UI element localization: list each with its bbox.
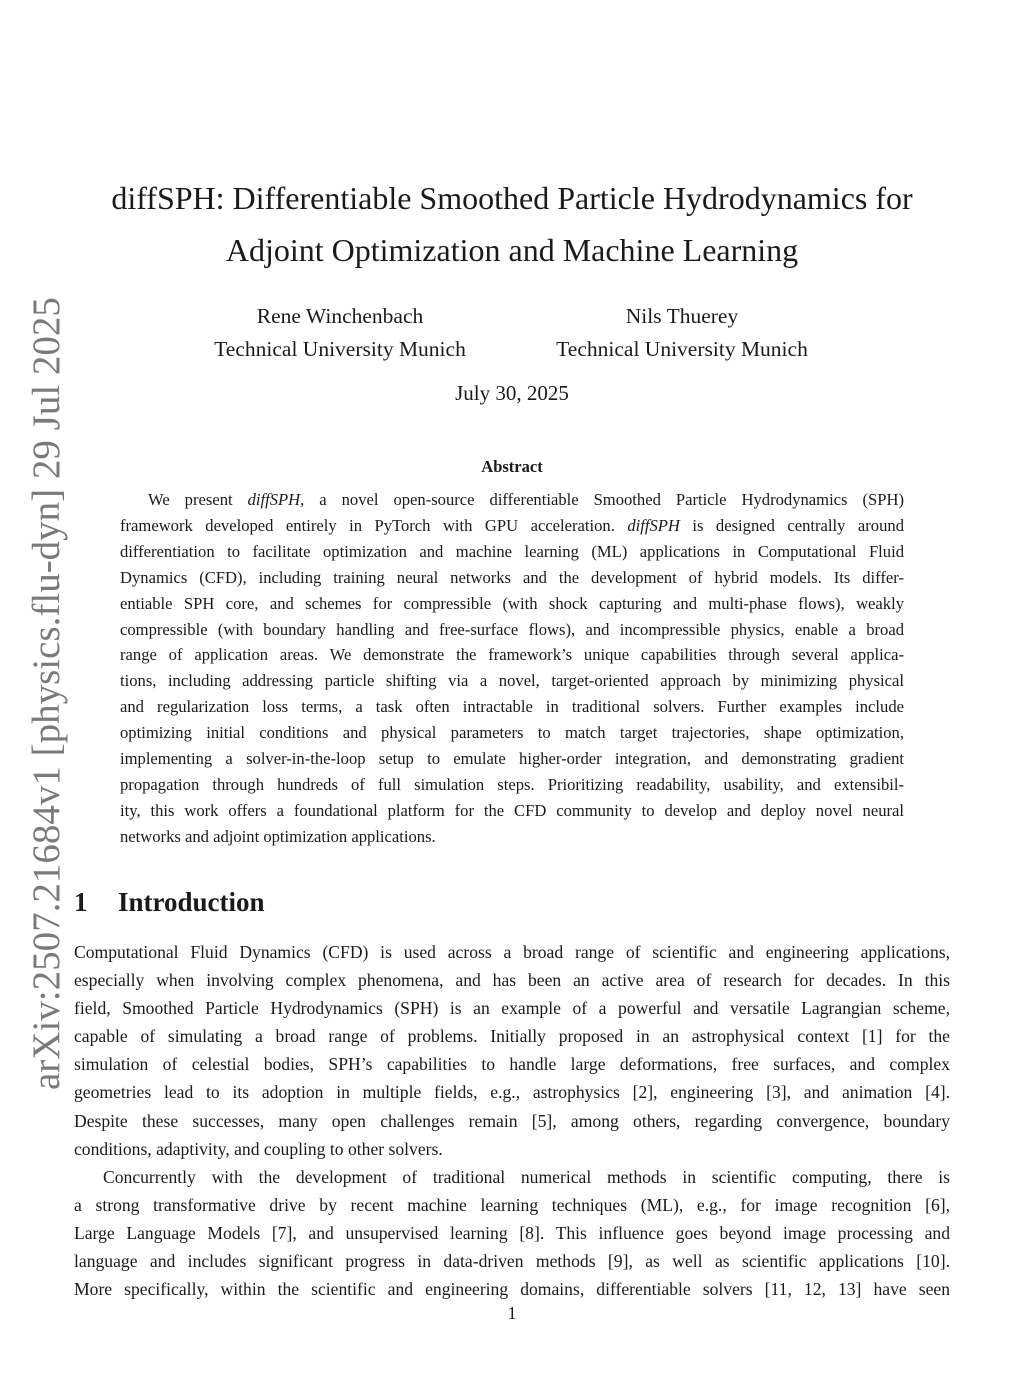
paragraph-line: More specifically, within the scientific and engineering domains, differentiable solvers [11, 12, 13] have seen [74,1279,950,1300]
paragraph-line: Despite these successes, many open challenges remain [5], among others, regarding convergence, boundary [74,1110,950,1131]
author-block-2 [522,300,842,366]
paragraph-line: Computational Fluid Dynamics (CFD) is used across a broad range of scientific and engineering applications, [74,942,950,962]
paragraph-line: capable of simulating a broad range of problems. Initially proposed in an astrophysical context [1] for the [74,1026,950,1047]
paragraph-line: language and includes significant progress in data-driven methods [9], as well as scientific applications [10]. [74,1251,950,1272]
author-affiliation: Technical University Munich [214,337,466,361]
paragraph-line: field, Smoothed Particle Hydrodynamics (SPH) is an example of a powerful and versatile Lagrangian scheme, [74,998,950,1019]
paragraph-line: geometries lead to its adoption in multiple fields, e.g., astrophysics [2], engineering [3], and animation [4]. [74,1082,950,1103]
paper-title-line-1: diffSPH: Differentiable Smoothed Particle Hydrodynamics for [111,180,913,216]
abstract-line: optimizing initial conditions and physical parameters to match target trajectories, shape optimization, [120,723,904,743]
abstract-line: and regularization loss terms, a task often intractable in traditional solvers. Further examples include [120,697,904,717]
abstract-line: framework developed entirely in PyTorch with GPU acceleration. diffSPH is designed centrally around [120,515,904,535]
abstract-line: tions, including addressing particle shifting via a novel, target-oriented approach by minimizing physical [120,671,904,691]
abstract-line: ity, this work offers a foundational platform for the CFD community to develop and deploy novel neural [120,800,904,820]
abstract-line: entiable SPH core, and schemes for compressible (with shock capturing and multi-phase flows), weakly [120,593,904,613]
introduction-paragraph-1 [74,938,950,1163]
author-affiliation: Technical University Munich [556,337,808,361]
abstract-line: We present diffSPH, a novel open-source differentiable Smoothed Particle Hydrodynamics (SPH) [148,490,904,509]
abstract-body [120,487,904,850]
abstract-heading: Abstract [481,457,543,476]
author-name: Rene Winchenbach [256,304,424,328]
paragraph-line: simulation of celestial bodies, SPH’s capabilities to handle large deformations, free surfaces, and complex [74,1054,950,1075]
arxiv-identifier-stamp: arXiv:2507.21684v1 [physics.flu-dyn] 29 Jul 2025 [25,297,68,1090]
author-block-1 [180,300,500,366]
abstract-line: compressible (with boundary handling and free-surface flows), and incompressible physics, enable a broad [120,619,904,639]
abstract-line: range of application areas. We demonstrate the framework’s unique capabilities through several applica- [120,645,904,665]
paragraph-line: Large Language Models [7], and unsupervised learning [8]. This influence goes beyond image processing and [74,1223,950,1244]
publication-date: July 30, 2025 [455,381,569,405]
paragraph-line: a strong transformative drive by recent machine learning techniques (ML), e.g., for image recognition [6], [74,1195,950,1216]
author-name: Nils Thuerey [625,304,739,328]
section-number: 1 [74,887,88,917]
page-number: 1 [507,1303,517,1323]
paragraph-line: especially when involving complex phenomena, and has been an active area of research for decades. In this [74,970,950,991]
paragraph-line: Concurrently with the development of traditional numerical methods in scientific computing, there is [103,1167,950,1187]
abstract-line: networks and adjoint optimization applications. [120,826,436,846]
abstract-line: Dynamics (CFD), including training neural networks and the development of hybrid models. Its differ- [120,567,904,587]
abstract-line: differentiation to facilitate optimization and machine learning (ML) applications in Computational Fluid [120,541,904,561]
introduction-paragraph-2 [74,1163,950,1303]
paper-title [80,172,944,276]
paragraph-line: conditions, adaptivity, and coupling to other solvers. [74,1138,443,1159]
section-heading-introduction [74,884,265,920]
abstract-line: propagation through hundreds of full simulation steps. Prioritizing readability, usability, and extensibil- [120,774,904,794]
paper-title-line-2: Adjoint Optimization and Machine Learning [225,232,799,268]
abstract-line: implementing a solver-in-the-loop setup to emulate higher-order integration, and demonstrating gradient [120,749,904,769]
section-title: Introduction [118,887,265,917]
